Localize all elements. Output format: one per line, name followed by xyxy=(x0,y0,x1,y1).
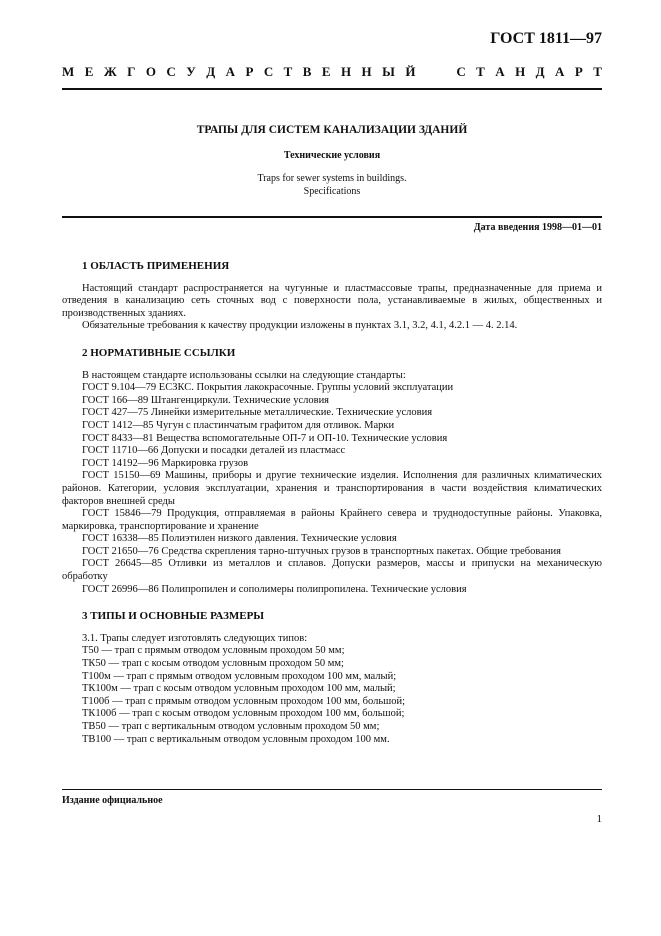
banner-letter: Т xyxy=(283,64,293,79)
list-item: ГОСТ 16338—85 Полиэтилен низкого давления. Технические условия xyxy=(82,533,397,545)
banner-letter: О xyxy=(145,64,156,79)
banner-letter: Г xyxy=(127,64,136,79)
list-item: ГОСТ 9.104—79 ЕСЗКС. Покрытия лакокрасочные. Группы условий эксплуатации xyxy=(82,382,454,394)
banner-letter: Р xyxy=(245,64,254,79)
banner-letter: Е xyxy=(321,64,331,79)
banner-letter: Й xyxy=(405,64,416,79)
list-item: ГОСТ 166—89 Штангенциркули. Технические условия xyxy=(82,394,330,406)
introduction-date: Дата введения 1998—01—01 xyxy=(473,222,602,233)
banner-letter: Т xyxy=(593,64,602,79)
banner-letter: В xyxy=(302,64,312,79)
banner-letter: Д xyxy=(206,64,216,79)
banner-letter: Е xyxy=(84,64,94,79)
paragraph: Обязательные требования к качеству продукции изложены в пунктах 3.1, 3.2, 4.1, 4.2.1 — 4. 2.14. xyxy=(82,320,518,332)
document-subtitle: Технические условия xyxy=(283,150,381,161)
section-heading: 3 ТИПЫ И ОСНОВНЫЕ РАЗМЕРЫ xyxy=(82,610,265,623)
english-title xyxy=(62,172,602,198)
list-item: ТВ100 — трап с вертикальным отводом условным проходом 100 мм. xyxy=(82,733,390,745)
list-item: В настоящем стандарте использованы ссылки на следующие стандарты: xyxy=(82,369,406,381)
list-item: ГОСТ 11710—66 Допуски и посадки деталей из пластмасс xyxy=(82,445,346,457)
banner-letter: Ы xyxy=(382,64,395,79)
list-item: ГОСТ 15150—69 Машины, приборы и другие технические изделия. Исполнения для различных климатических районов. Категории, условия эксплуатации, хранения и транспортирования в части воздействия климатических факторов внешней среды xyxy=(62,470,602,507)
document-body xyxy=(62,260,602,760)
reference-list xyxy=(62,370,602,471)
banner-letter: Н xyxy=(361,64,372,79)
list-item: ГОСТ 26645—85 Отливки из металлов и сплавов. Допуски размеров, массы и припуски на механическую обработку xyxy=(62,558,602,583)
footer-rule xyxy=(62,789,602,790)
section-heading: 2 НОРМАТИВНЫЕ ССЫЛКИ xyxy=(82,346,236,359)
list-item: ТВ50 — трап с вертикальным отводом условным проходом 50 мм; xyxy=(82,721,380,732)
section-heading: 1 ОБЛАСТЬ ПРИМЕНЕНИЯ xyxy=(82,260,230,272)
list-item: Т100б — трап с прямым отводом условным проходом 100 мм, большой; xyxy=(82,695,406,707)
english-title-line: Traps for sewer systems in buildings. xyxy=(257,173,407,184)
list-item: ТК50 — трап с косым отводом условным проходом 50 мм; xyxy=(82,658,344,670)
banner-letter: А xyxy=(555,64,565,79)
banner-letter: Н xyxy=(340,64,352,79)
document-page xyxy=(62,0,602,936)
section-references xyxy=(62,347,602,596)
english-title-line: Specifications xyxy=(303,186,361,197)
list-item: ГОСТ 21650—76 Средства скрепления тарно-штучных грузов в транспортных пакетах. Общие требования xyxy=(82,545,561,557)
paragraph: Настоящий стандарт распространяется на чугунные и пластмассовые трапы, предназначенные для приема и отведения в канализацию сеть сточных вод с поверхности пола, устанавливаемые в жилых, общественных и производственных зданиях. xyxy=(62,282,602,319)
banner-letter: С xyxy=(456,64,466,79)
standard-banner xyxy=(62,64,602,80)
document-title: ТРАПЫ ДЛЯ СИСТЕМ КАНАЛИЗАЦИИ ЗДАНИЙ xyxy=(196,124,468,136)
page-number: 1 xyxy=(596,813,602,825)
banner-letter: У xyxy=(186,64,196,79)
banner-letter: Н xyxy=(515,64,526,79)
list-item: ГОСТ 14192—96 Маркировка грузов xyxy=(82,457,249,469)
section-types xyxy=(62,610,602,746)
banner-letter: А xyxy=(495,64,505,79)
list-item: ГОСТ 15846—79 Продукция, отправляемая в районы Крайнего севера и труднодоступные районы. Упаковка, маркировка, транспортирование и хранение xyxy=(62,508,602,532)
list-item: ТК100б — трап с косым отводом условным проходом 100 мм, большой; xyxy=(82,708,405,720)
banner-letter: Р xyxy=(574,64,583,79)
list-item: 3.1. Трапы следует изготовлять следующих типов: xyxy=(82,632,308,644)
list-item: ГОСТ 8433—81 Вещества вспомогательные ОП-7 и ОП-10. Технические условия xyxy=(82,432,448,444)
banner-letter: С xyxy=(263,64,274,79)
section-scope xyxy=(62,260,602,333)
banner-letter: Д xyxy=(535,64,545,79)
list-item: ТК100м — трап с косым отводом условным проходом 100 мм, малый; xyxy=(82,683,396,695)
edition-label: Издание официальное xyxy=(62,795,163,806)
banner-letter: Ж xyxy=(103,64,117,79)
list-item: Т100м — трап с прямым отводом условным проходом 100 мм, малый; xyxy=(82,670,397,682)
list-item: ГОСТ 427—75 Линейки измерительные металлические. Технические условия xyxy=(82,407,433,419)
list-item: ГОСТ 1412—85 Чугун с пластинчатым графитом для отливок. Марки xyxy=(82,419,395,431)
banner-letter: М xyxy=(62,64,75,79)
types-list xyxy=(62,633,602,746)
top-rule xyxy=(62,88,602,90)
banner-letter: С xyxy=(166,64,176,79)
document-code: ГОСТ 1811—97 xyxy=(490,30,602,47)
middle-rule xyxy=(62,216,602,218)
banner-gap xyxy=(426,64,446,80)
banner-letter: Т xyxy=(476,64,485,79)
banner-letter: А xyxy=(225,64,235,79)
list-item: ГОСТ 26996—86 Полипропилен и сополимеры полипропилена. Технические условия xyxy=(82,583,467,595)
list-item: Т50 — трап с прямым отводом условным проходом 50 мм; xyxy=(82,645,345,657)
